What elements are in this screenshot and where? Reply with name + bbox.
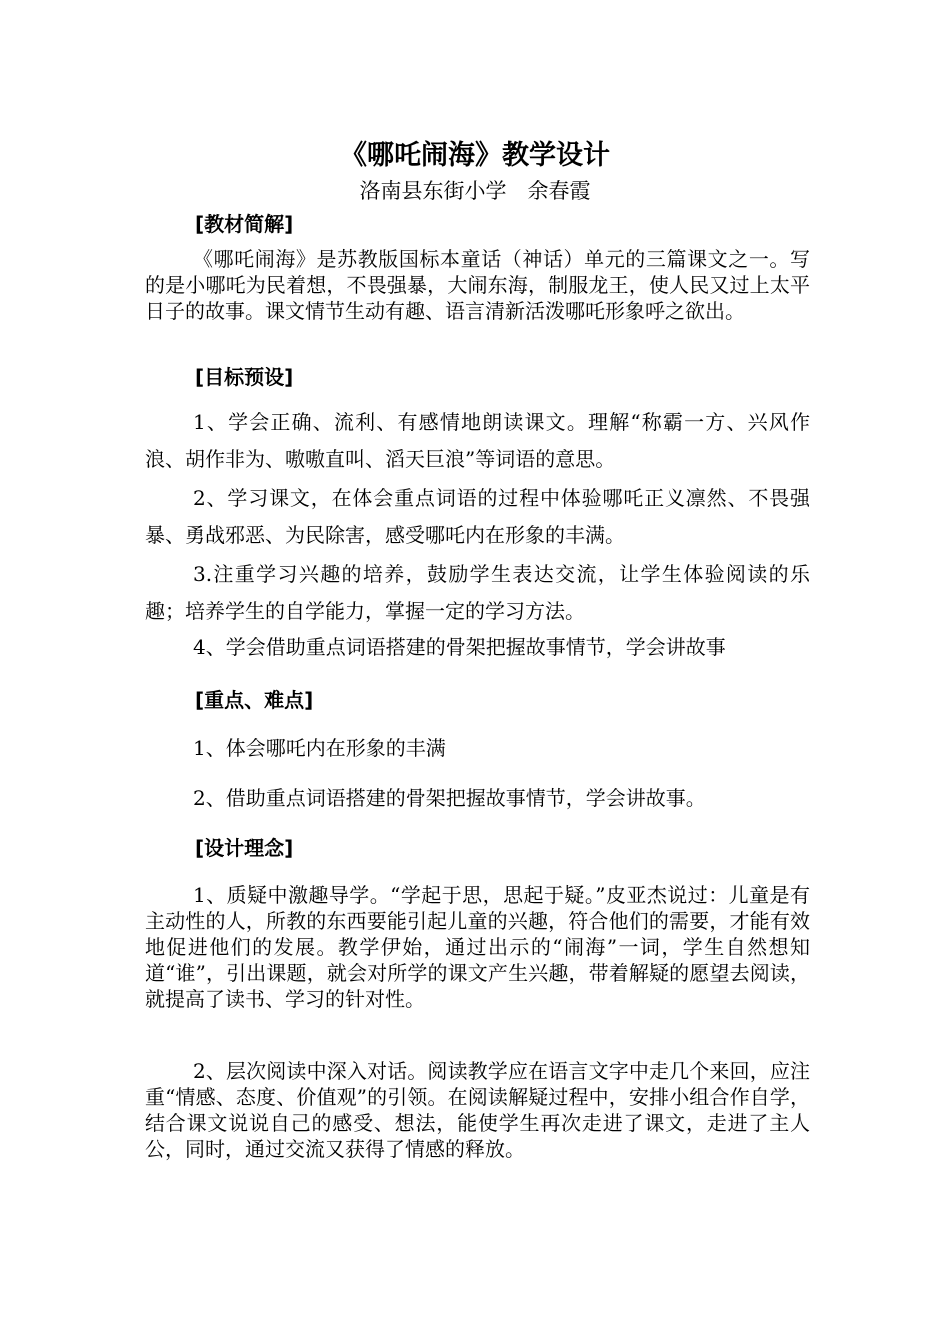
goal-item-4: 4、学会借助重点词语搭建的骨架把握故事情节，学会讲故事 [193, 635, 726, 659]
goal-item-1: 1、学会正确、流利、有感情地朗读课文。理解“称霸一方、兴风作浪、胡作非为、嗷嗷直叫、滔天巨浪”等词语的意思。 [145, 410, 810, 471]
section-heading-intro: [教材简解] [195, 212, 294, 236]
author-line: 洛南县东街小学 余春霞 [359, 179, 591, 203]
section-heading-goals: [目标预设] [195, 365, 294, 389]
section-heading-keypoints: [重点、难点] [195, 688, 314, 712]
design-item-1: 1、质疑中激趣导学。“学起于思，思起于疑。”皮亚杰说过：儿童是有主动性的人，所教的东西要能引起儿童的兴趣，符合他们的需要，才能有效地促进他们的发展。教学伊始，通过出示的“闹海”一词，学生自然想知道“谁”，引出课题，就会对所学的课文产生兴趣，带着解疑的愿望去阅读，就提高了读书、学习的针对性。 [145, 883, 810, 1011]
section-heading-design: [设计理念] [195, 836, 294, 860]
goal-item-3: 3.注重学习兴趣的培养，鼓励学生表达交流，让学生体验阅读的乐趣；培养学生的自学能力，掌握一定的学习方法。 [145, 562, 810, 623]
keypoint-item-2: 2、借助重点词语搭建的骨架把握故事情节，学会讲故事。 [193, 786, 706, 810]
intro-paragraph: 《哪吒闹海》是苏教版国标本童话（神话）单元的三篇课文之一。写的是小哪吒为民着想，不畏强暴，大闹东海，制服龙王，使人民又过上太平日子的故事。课文情节生动有趣、语言清新活泼哪吒形象呼之欲出。 [145, 247, 810, 323]
page-title: 《哪吒闹海》教学设计 [340, 140, 610, 171]
goal-item-2: 2、学习课文，在体会重点词语的过程中体验哪吒正义凛然、不畏强暴、勇战邪恶、为民除害，感受哪吒内在形象的丰满。 [145, 486, 810, 547]
design-item-2: 2、层次阅读中深入对话。阅读教学应在语言文字中走几个来回，应注重“情感、态度、价值观”的引领。在阅读解疑过程中，安排小组合作自学，结合课文说说自己的感受、想法，能使学生再次走进了课文，走进了主人公，同时，通过交流又获得了情感的释放。 [145, 1059, 810, 1161]
keypoint-item-1: 1、体会哪吒内在形象的丰满 [193, 736, 446, 760]
